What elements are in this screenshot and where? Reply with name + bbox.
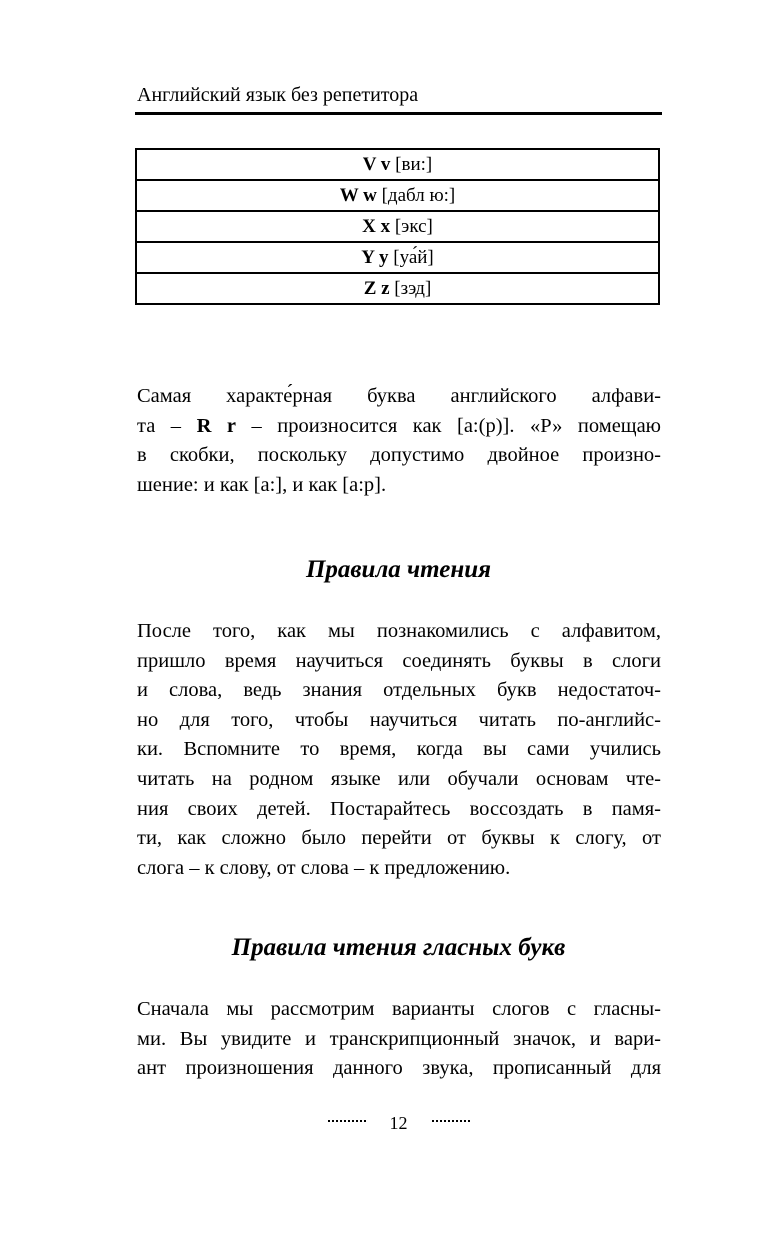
pronunciation: [уа́й] (393, 247, 434, 268)
alphabet-table (135, 148, 660, 305)
letter-pair: Z z (363, 278, 390, 299)
pronunciation: [экс] (394, 216, 433, 237)
text-line: ти, как сложно было перейти от буквы к слогу, от (137, 827, 661, 850)
letter-pair: Y y (361, 247, 389, 268)
text-line: шение: и как [а:], и как [а:р]. (137, 473, 387, 496)
paragraph-vowel-rules (137, 995, 661, 1084)
running-head: Английский язык без репетитора (137, 84, 419, 106)
table-row (136, 211, 659, 242)
text-line: в скобки, поскольку допустимо двойное произно- (137, 444, 661, 467)
text-run: та – (137, 414, 197, 437)
pronunciation: [ви:] (395, 154, 433, 175)
text-line: ант произношения данного звука, прописанный для (137, 1057, 661, 1080)
text-line: читать на родном языке или обучали основам чте- (137, 767, 661, 790)
pronunciation: [дабл ю:] (381, 185, 456, 206)
text-line: слога – к слову, от слова – к предложению. (137, 856, 511, 879)
section-heading-vowel-rules: Правила чтения гласных букв (231, 934, 566, 961)
text-line: Самая характе́рная буква английского алфави- (137, 385, 661, 407)
page-footer (135, 1111, 662, 1135)
text-line: и слова, ведь знания отдельных букв недостаточ- (137, 679, 661, 702)
text-line (137, 412, 661, 442)
dotted-ornament-left (328, 1120, 366, 1122)
letter-pair: W w (339, 185, 377, 206)
text-line: Сначала мы рассмотрим варианты слогов с гласны- (137, 998, 661, 1020)
table-cell (136, 149, 659, 180)
paragraph-r-letter (137, 382, 661, 500)
text-run: – произносится как [а:(р)]. «Р» помещаю (235, 414, 661, 437)
text-line: ми. Вы увидите и транскрипционный значок, и вари- (137, 1027, 661, 1050)
paragraph-reading-rules (137, 617, 661, 883)
dotted-ornament-right (432, 1120, 470, 1122)
section-heading-reading-rules: Правила чтения (305, 556, 492, 583)
table-cell (136, 211, 659, 242)
letter-r-bold: R r (196, 414, 236, 437)
table-row (136, 180, 659, 211)
table-row (136, 273, 659, 304)
letter-pair: X x (362, 216, 391, 237)
text-line: пришло время научиться соединять буквы в слоги (137, 649, 661, 672)
table-row (136, 242, 659, 273)
text-line: ния своих детей. Постарайтесь воссоздать в памя- (137, 797, 661, 820)
pronunciation: [зэд] (394, 278, 432, 299)
table-cell (136, 273, 659, 304)
text-line: После того, как мы познакомились с алфавитом, (137, 620, 661, 642)
table-row (136, 149, 659, 180)
text-line: ки. Вспомните то время, когда вы сами учились (137, 738, 661, 761)
header-rule (135, 112, 662, 115)
page-number: 12 (389, 1113, 408, 1133)
letter-pair: V v (362, 154, 391, 175)
text-line: но для того, чтобы научиться читать по-английс- (137, 708, 661, 731)
table-cell (136, 242, 659, 273)
table-cell (136, 180, 659, 211)
